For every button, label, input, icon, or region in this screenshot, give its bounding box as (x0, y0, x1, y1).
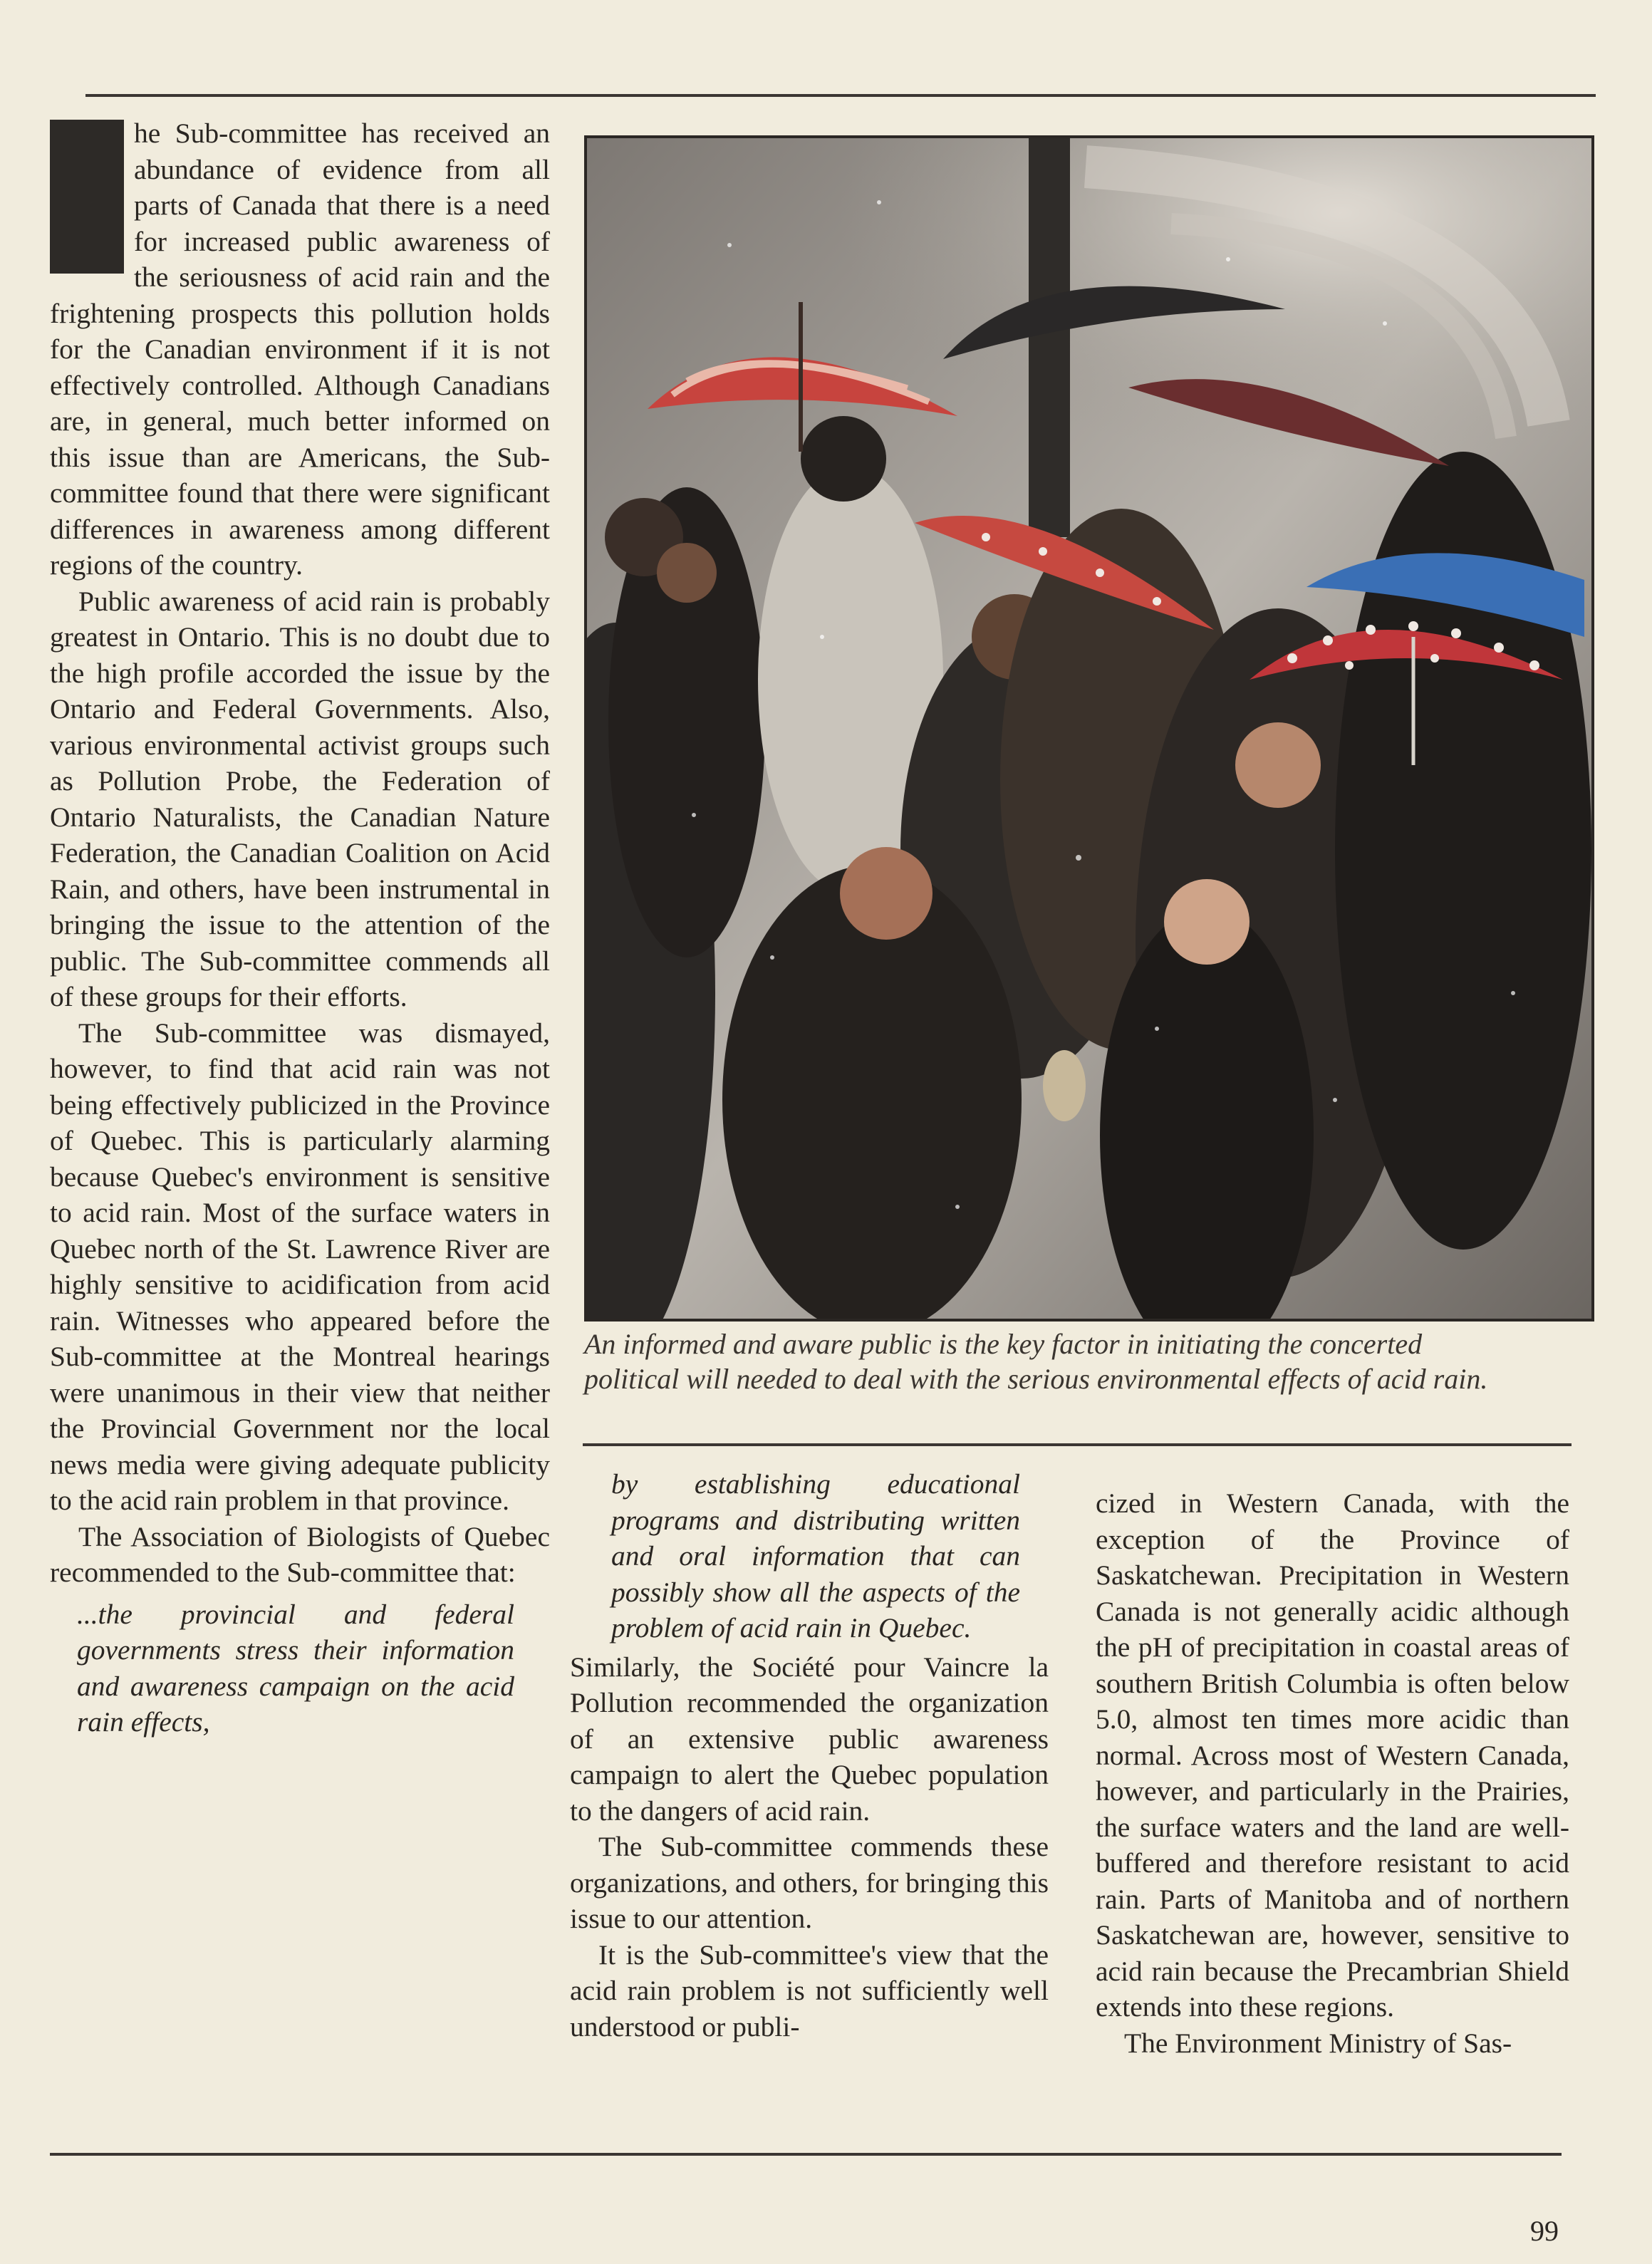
page-number: 99 (1530, 2215, 1559, 2247)
column-right (1096, 1485, 1569, 2061)
bottom-rule (50, 2153, 1562, 2156)
photo-umbrellas-crowd (584, 135, 1594, 1321)
photo-illustration (587, 138, 1591, 1319)
column-middle (570, 1466, 1049, 2045)
dropcap (50, 120, 124, 274)
intro-paragraph: he Sub-committee has received an abundance of evidence from all parts of Canada that there is a need for increased public awareness of the seriousness of acid rain and the frightening prospects this pollution holds for the Canadian environment if it is not effectively controlled. Although Canadians are, in general, much better informed on this issue than are Americans, the Sub-committee found that there were significant differences in awareness among different regions of the country. (50, 118, 550, 581)
ontario-paragraph: Public awareness of acid rain is probably greatest in Ontario. This is no doubt due to the high profile accorded the issue by the Ontario and Federal Governments. Also, various environmental activist groups such as Pollution Probe, the Federation of Ontario Naturalists, the Canadian Nature Federation, the Canadian Coalition on Acid Rain, and others, have been instrumental in bringing the issue to the attention of the public. The Sub-committee commends all of these groups for their efforts. (50, 585, 550, 1012)
quebec-paragraph: The Sub-committee was dismayed, however, to find that acid rain was not being effectively publicized in the Province of Quebec. This is particularly alarming because Quebec's environment is sensitive to acid rain. Most of the surface waters in Quebec north of the St. Lawrence River are highly sensitive to acidification from acid rain. Witnesses who appeared before the Sub-committee at the Montreal hearings were unanimous in their view that neither the Provincial Government nor the local news media were giving adequate publicity to the acid rain problem in that province. (50, 1017, 550, 1516)
saskatchewan-paragraph: The Environment Ministry of Sas- (1124, 2027, 1512, 2059)
caption-rule (583, 1443, 1572, 1446)
educational-quote: by establishing educational programs and distributing written and oral information that can possibly show all the aspects of the problem of acid rain in Quebec. (611, 1468, 1020, 1644)
biologists-paragraph: The Association of Biologists of Quebec recommended to the Sub-committee that: (50, 1520, 550, 1588)
commends-paragraph: The Sub-committee commends these organizations, and others, for bringing this issue to our attention. (570, 1831, 1049, 1934)
societe-paragraph: Similarly, the Société pour Vaincre la Pollution recommended the organization of an extensive public awareness campaign to alert the Quebec population to the dangers of acid rain. (570, 1651, 1049, 1827)
western-canada-paragraph: cized in Western Canada, with the exception of the Province of Saskatchewan. Precipitation in Western Canada is not generally acidic although the pH of precipitation in coastal areas of southern British Columbia is often below 5.0, almost ten times more acidic than normal. Across most of Western Canada, however, and particularly in the Prairies, the surface waters and the land are well-buffered and therefore resistant to acid rain. Parts of Manitoba and of northern Saskatchewan are, however, sensitive to acid rain because the Precambrian Shield extends into these regions. (1096, 1487, 1569, 2022)
top-rule (85, 94, 1596, 97)
column-left (50, 115, 550, 1743)
photo-caption: An informed and aware public is the key factor in initiating the concerted political will needed to deal with the serious environmental effects of acid rain. (584, 1328, 1488, 1395)
view-paragraph: It is the Sub-committee's view that the acid rain problem is not sufficiently well understood or publi- (570, 1938, 1049, 2042)
biologists-quote: ...the provincial and federal governments stress their information and awareness campaign on the acid rain effects, (77, 1598, 514, 1738)
